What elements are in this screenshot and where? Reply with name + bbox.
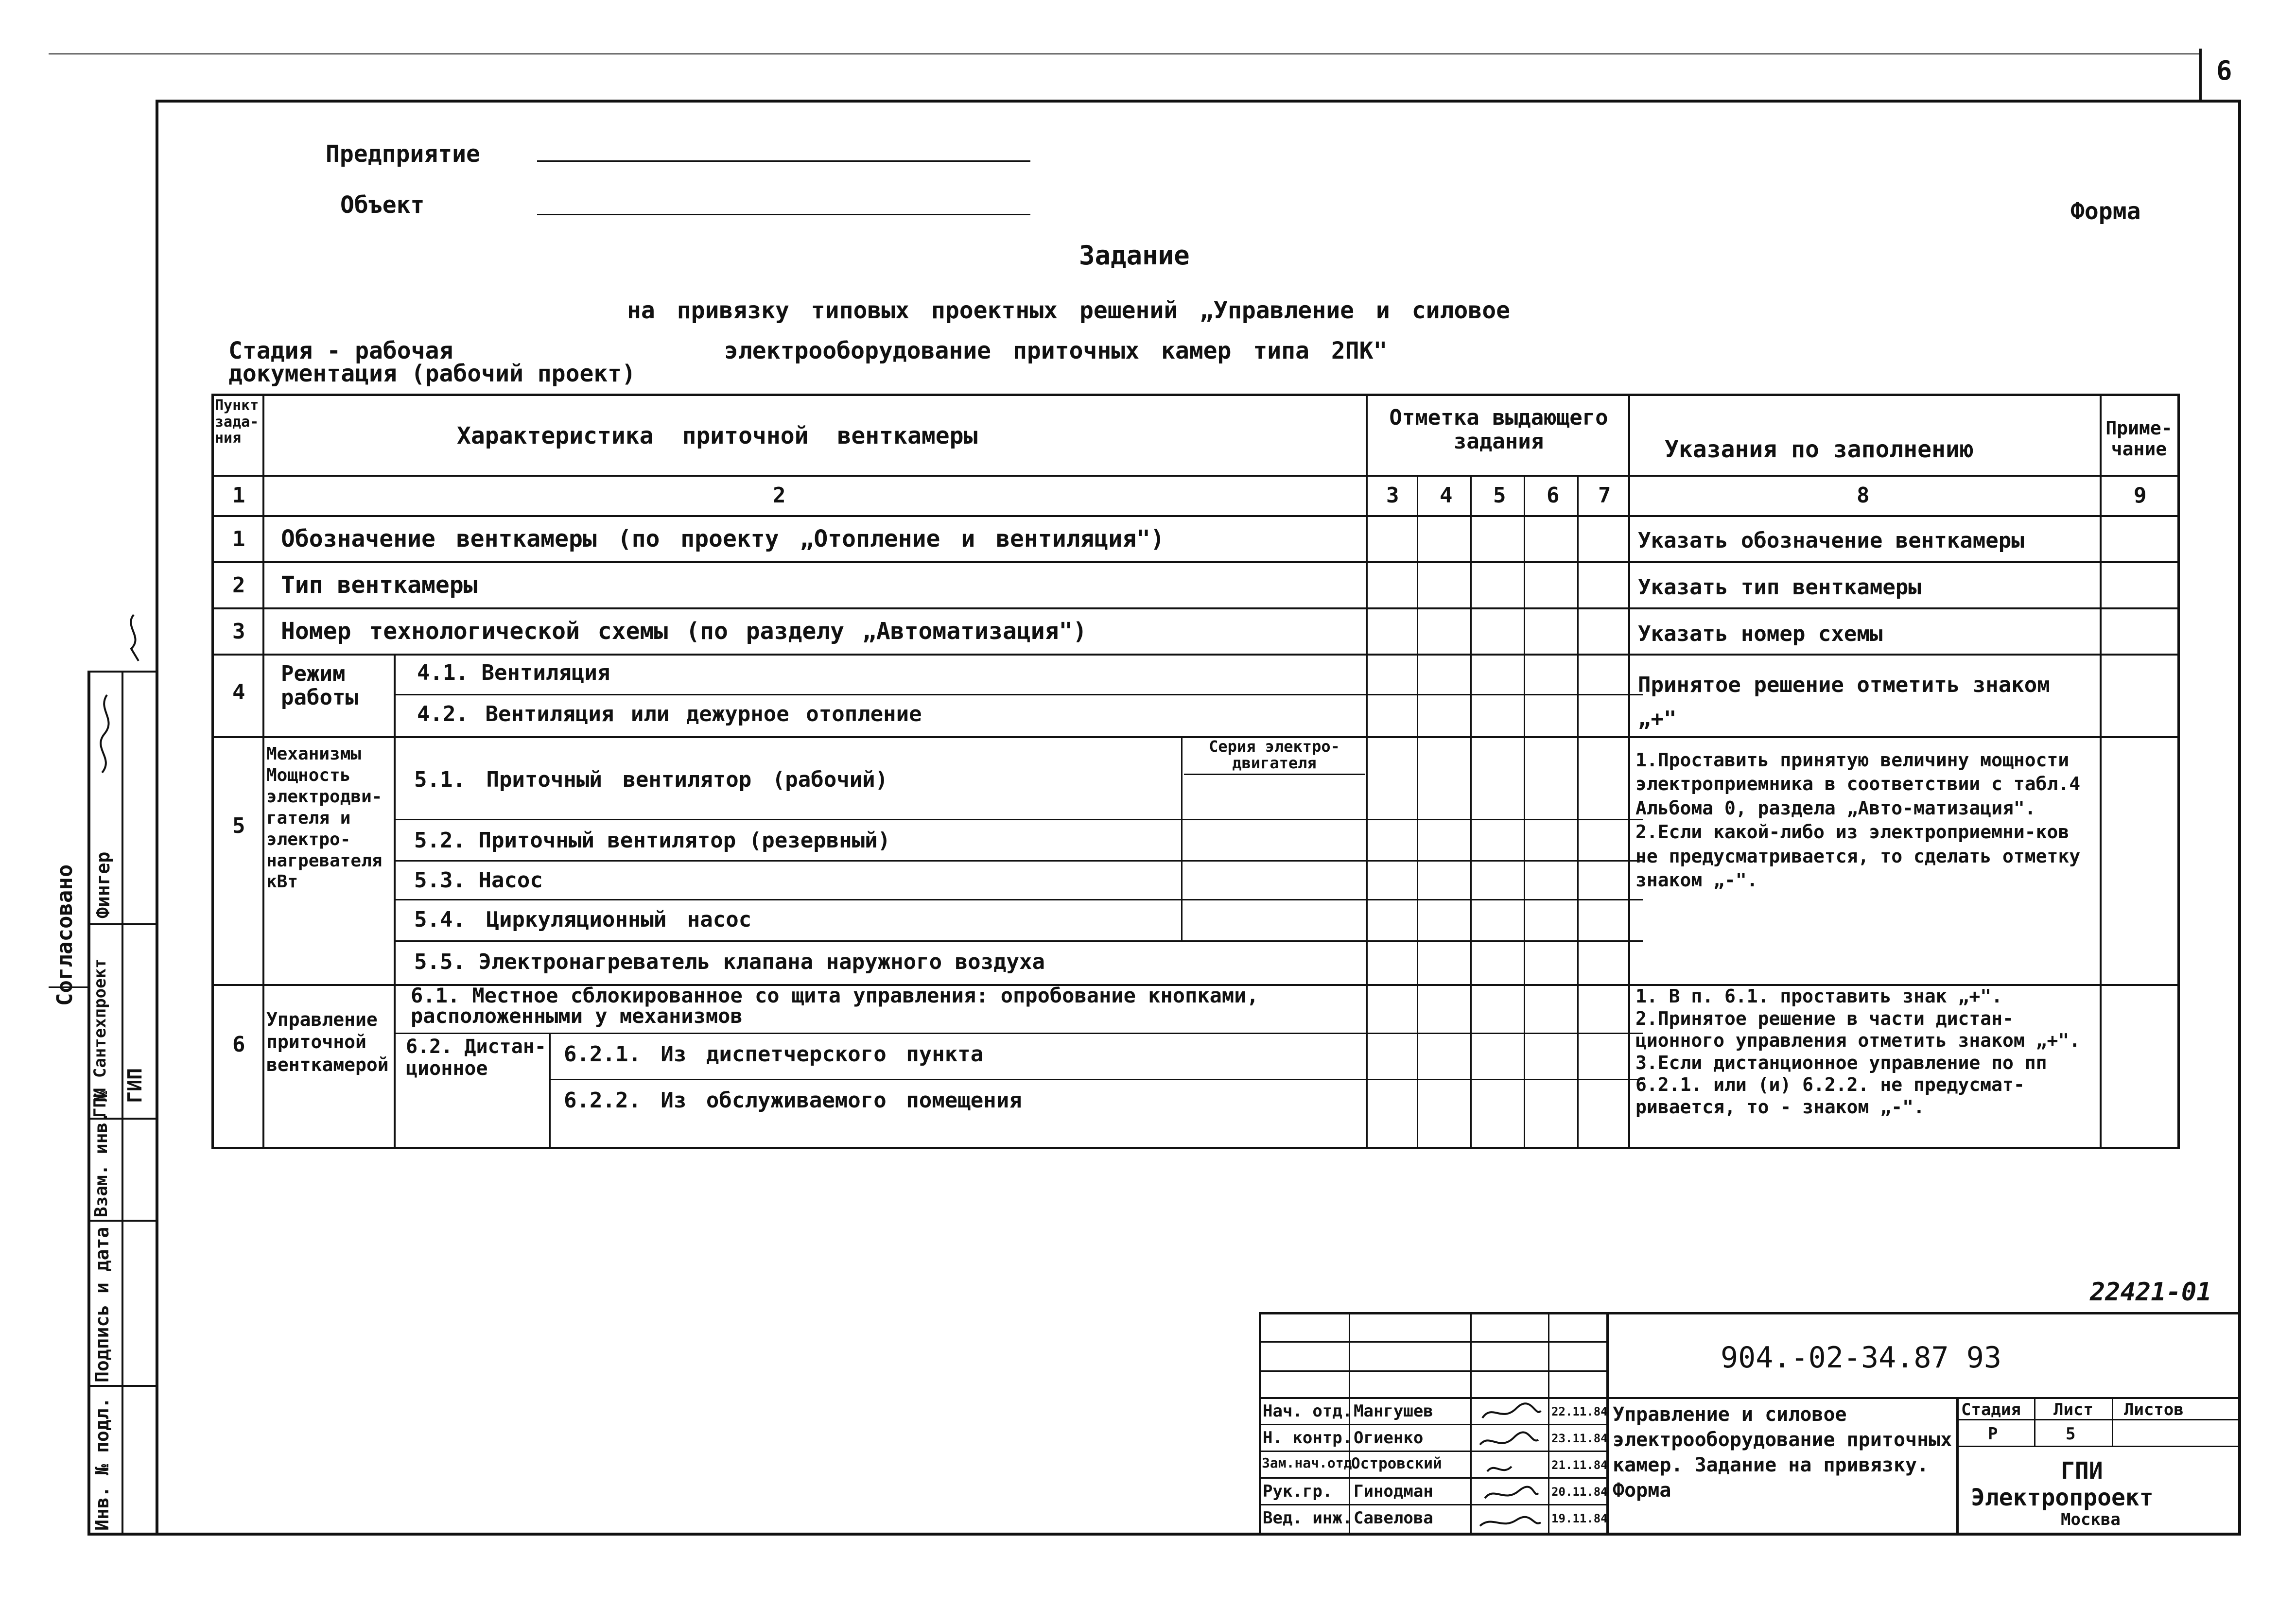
margin-vzam: Взам. инв. № [91,1090,111,1217]
margin-initials [122,612,146,666]
v-0 [211,394,214,1149]
signer-role-5: Вед. инж. [1263,1508,1353,1528]
sheet-header: Лист [2053,1400,2093,1419]
colnum-8: 8 [1857,483,1870,508]
margin-agreed: Согласовано [52,864,77,1006]
margin-gip: ГИП [124,1068,146,1103]
signer-name-1: Мангушев [1354,1401,1433,1421]
margin-podpis: Подпись и дата [91,1227,113,1382]
colnum-3: 3 [1386,483,1399,508]
row6-sub22: 6.2.2. Из обслуживаемого помещения [564,1088,1022,1113]
row3-text: Номер технологической схемы (по разделу „Автоматизация") [281,618,1087,645]
sheet-value: 5 [2066,1424,2076,1444]
frame-left [156,100,158,1536]
row4-note: Принятое решение отметить знаком „+" [1638,673,2050,731]
h-bottom [211,1147,2180,1149]
row5-number: 5 [232,813,245,838]
h-r5-d [394,940,1643,942]
h-r5-b [394,860,1643,862]
colnum-5: 5 [1493,483,1506,508]
title-description: Управление и силовое электрооборудование приточных камер. Задание на привязку. Форма [1613,1403,1952,1502]
h-colnum-top [211,475,2180,477]
h-r3 [211,654,2180,656]
row5-group: Механизмы Мощность электродви-гателя и электро-нагревателя кВт [266,744,383,892]
sheet-box-left [2199,49,2202,102]
page-title: Задание [1079,240,1190,271]
stage-header: Стадия [1961,1400,2021,1419]
row5-sub3: 5.3. Насос [414,868,543,893]
h-r5-a [394,819,1643,820]
form-label: Форма [2070,198,2141,225]
org-line3: Москва [2061,1510,2121,1529]
h-r6-a [394,1033,1643,1034]
colnum-4: 4 [1440,483,1453,508]
v-4 [1470,475,1472,1149]
top-edge-line [49,53,2202,54]
enterprise-label: Предприятие [326,140,480,168]
col-header-instructions: Указания по заполнению [1665,436,1974,463]
row6-group: Управление приточной венткамерой [266,1009,389,1075]
signer-name-2: Огиенко [1354,1428,1424,1448]
v-group [394,654,396,1149]
row1-text: Обозначение венткамеры (по проекту „Отопление и вентиляция") [281,525,1165,553]
row4-sub2: 4.2. Вентиляция или дежурное отопление [417,702,922,726]
row6-note: 1. В п. 6.1. проставить знак „+". 2.Принятое решение в части дистан-ционного управления отметить знаком „+". 3.Если дистанционное управление по пп 6.2.1. или (и) 6.2.2. не предусмат-ривается, то - знаком „-". [1635,985,2081,1118]
org-line1: ГПИ [2061,1457,2103,1485]
v-5 [1524,475,1525,1149]
v-2 [1366,394,1368,1149]
margin-inv: Инв. № подл. [91,1397,113,1531]
h-r6-b [549,1079,1643,1080]
v-9 [2177,394,2180,1149]
v-62 [549,1033,551,1149]
h-colnum-bot [211,515,2180,517]
row1-number: 1 [232,527,245,552]
signer-date-3: 21.11.84 [1551,1458,1608,1472]
sheets-header: Листов [2124,1400,2184,1419]
h-r4 [211,736,2180,738]
sheet-number: 6 [2216,55,2232,86]
row2-number: 2 [232,573,245,598]
row6-number: 6 [232,1032,245,1057]
margin-finger: Фингер [92,851,114,918]
row2-text: Тип венткамеры [281,571,478,599]
v-8 [2100,394,2102,1149]
row4-number: 4 [232,680,245,705]
subtitle-line1: на привязку типовых проектных решений „Управление и силовое [627,297,1511,324]
object-label: Объект [340,191,425,219]
col-header-notes: Приме-чание [2105,418,2173,460]
signer-role-3: Зам.нач.отд [1262,1455,1352,1471]
frame-top [156,100,2241,103]
h-r1 [211,561,2180,563]
col-header-characteristic: Характеристика приточной венткамеры [457,422,978,449]
v-3 [1417,475,1418,1149]
row3-note: Указать номер схемы [1638,622,1883,646]
object-underline [537,214,1030,215]
colnum-1: 1 [232,483,245,508]
stage-line1: Стадия - рабочая [228,337,453,364]
row1-note: Указать обозначение венткамеры [1638,528,2024,553]
signatures [1473,1399,1546,1535]
frame-right [2238,100,2241,1536]
stage-line2: документация (рабочий проект) [228,360,636,387]
row4-group: Режим работы [281,662,358,710]
h-r4-sub [394,694,1643,695]
stage-value: Р [1988,1424,1998,1444]
row6-sub21: 6.2.1. Из диспетчерского пункта [564,1042,984,1067]
row5-sub2: 5.2. Приточный вентилятор (резервный) [414,828,891,853]
colnum-9: 9 [2134,483,2147,508]
row6-sub2-label: 6.2. Дистан-ционное [406,1036,546,1080]
signer-role-1: Нач. отд. [1263,1401,1353,1421]
signer-date-1: 22.11.84 [1551,1405,1608,1418]
designation: 904.-02-34.87 93 [1721,1341,2001,1375]
enterprise-underline [537,160,1030,162]
colnum-6: 6 [1547,483,1560,508]
subtitle-line2: электрооборудование приточных камер типа 2ПК" [724,337,1388,364]
row5-series-label: Серия электро-двигателя [1209,739,1340,772]
margin-signature [92,690,122,778]
row5-note: 1.Проставить принятую величину мощности электроприемника в соответствии с табл.4 Альбома 0, раздела „Авто-матизация". 2.Если какой-либо из электроприемни-ков не предусматривается, то сделать отметку знаком „-". [1635,749,2081,891]
colnum-2: 2 [773,483,786,508]
row5-series-underline [1184,774,1365,775]
row5-sub5: 5.5. Электронагреватель клапана наружного воздуха [414,950,1045,974]
signer-role-2: Н. контр. [1263,1428,1353,1448]
signer-date-5: 19.11.84 [1551,1512,1608,1525]
row5-sub4: 5.4. Циркуляционный насос [414,907,752,932]
v-7 [1628,394,1630,1149]
v-6 [1577,475,1579,1149]
v-1 [262,394,264,1149]
org-line2: Электропроект [1971,1484,2154,1511]
h-r5-c [394,899,1643,900]
h-top [211,394,2180,396]
signer-role-4: Рук.гр. [1263,1482,1333,1501]
row3-number: 3 [232,619,245,644]
col-header-mark: Отметка выдающего задания [1389,406,1608,454]
signer-date-2: 23.11.84 [1551,1432,1608,1445]
row2-note: Указать тип венткамеры [1638,575,1921,600]
h-r2 [211,607,2180,609]
row4-sub1: 4.1. Вентиляция [417,660,610,685]
colnum-7: 7 [1598,483,1611,508]
col-header-item: Пункт зада-ния [215,397,259,447]
row5-sub1: 5.1. Приточный вентилятор (рабочий) [414,767,888,792]
v-series [1181,736,1183,940]
row6-sub1: 6.1. Местное сблокированное со щита управления: опробование кнопками, расположенными у механизмов [411,985,1259,1028]
signer-date-4: 20.11.84 [1551,1485,1608,1499]
doc-code: 22421-01 [2090,1278,2212,1307]
signer-name-4: Гинодман [1354,1482,1433,1501]
signer-name-5: Савелова [1354,1508,1433,1528]
signer-name-3: Островский [1351,1455,1442,1472]
margin-dept: ГПИ Сантехпроект [90,958,110,1118]
